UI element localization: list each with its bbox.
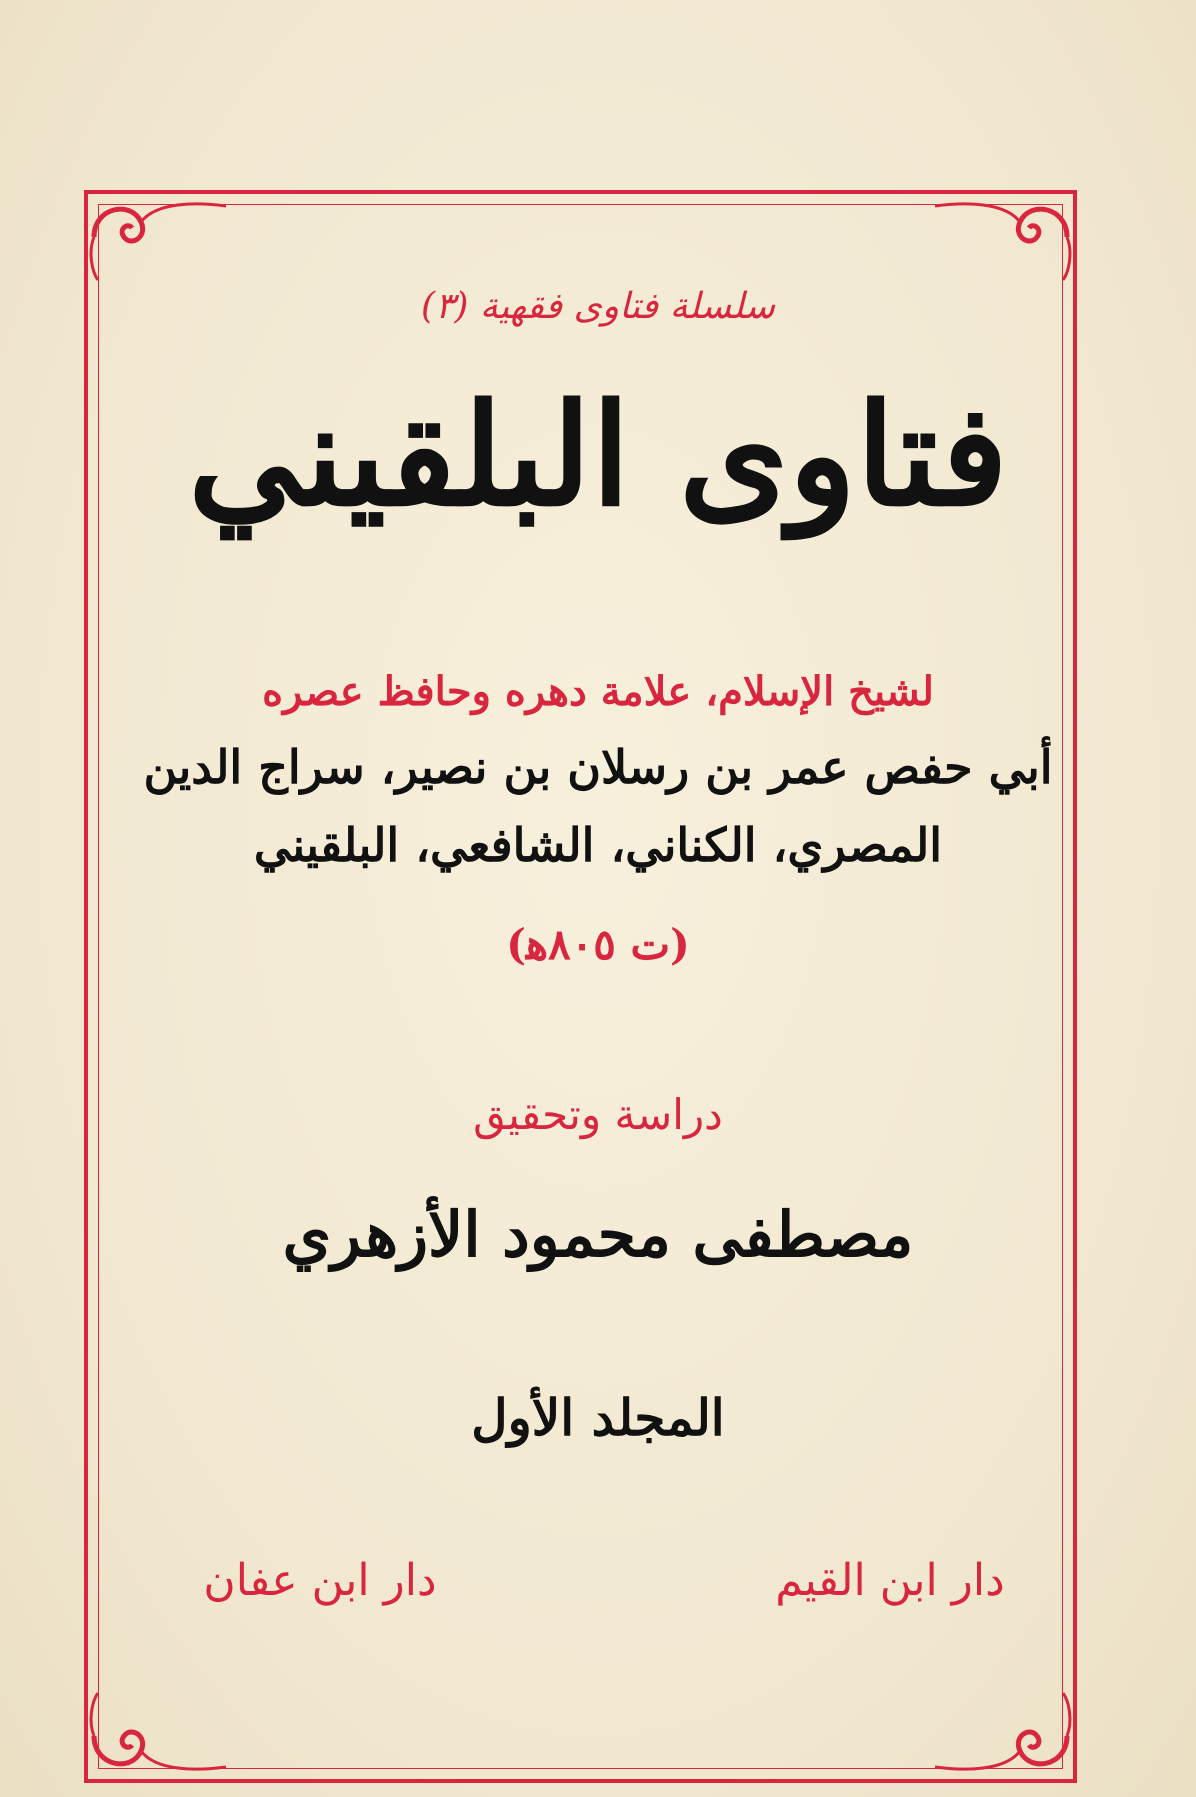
author-name-line-1: أبي حفص عمر بن رسلان بن نصير، سراج الدين: [143, 740, 1053, 794]
book-title: فتاوى البلقيني: [188, 374, 1008, 538]
death-date: (ت ٨٠٥ﻫ): [506, 920, 690, 969]
editor-name: مصطفى محمود الأزهري: [282, 1198, 914, 1271]
series-label: سلسلة فتاوى فقهية (٣): [421, 286, 775, 327]
corner-ornament-top-right: [925, 192, 1075, 282]
volume-label: المجلد الأول: [471, 1388, 725, 1447]
publisher-right: دار ابن القيم: [775, 1555, 1005, 1606]
corner-ornament-bottom-left: [86, 1691, 236, 1781]
author-honorific: لشيخ الإسلام، علامة دهره وحافظ عصره: [262, 668, 934, 715]
corner-ornament-top-left: [86, 192, 236, 282]
study-and-verification-label: دراسة وتحقيق: [473, 1090, 723, 1139]
corner-ornament-bottom-right: [925, 1691, 1075, 1781]
publisher-left: دار ابن عفان: [203, 1555, 437, 1606]
author-name-line-2: المصري، الكناني، الشافعي، البلقيني: [253, 818, 943, 872]
